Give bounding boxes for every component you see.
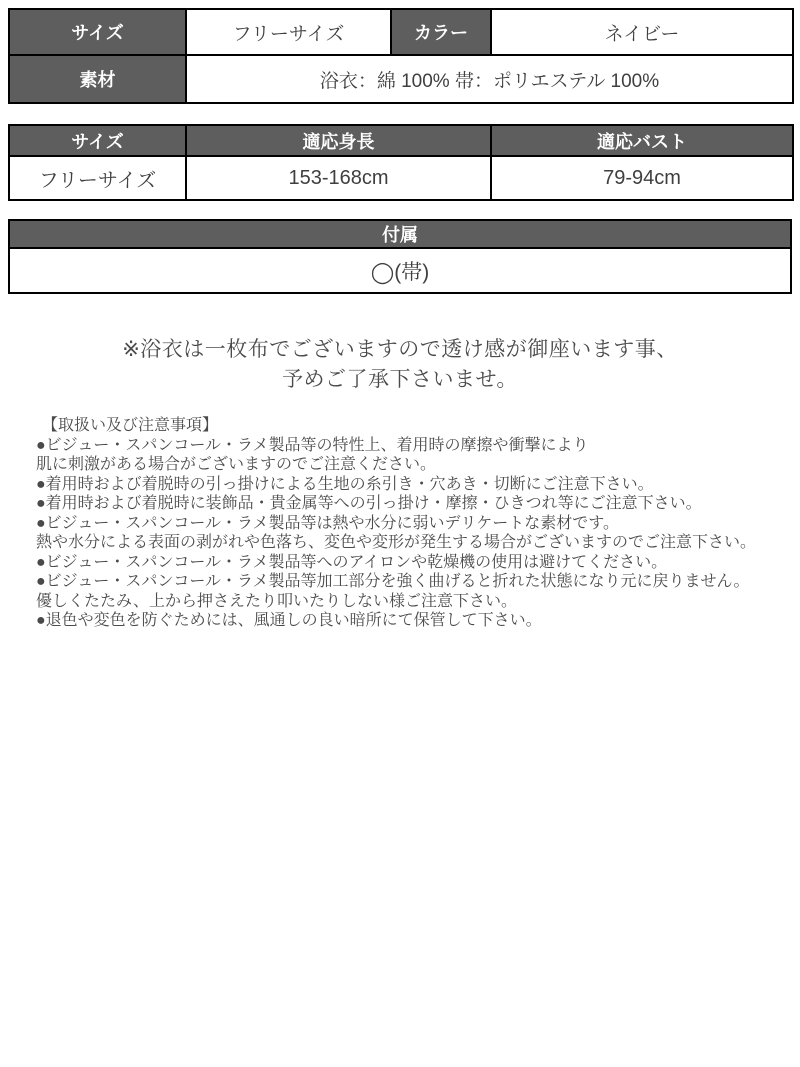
sheerness-notice-line2: 予めご了承下さいませ。 [282, 368, 518, 391]
care-note-line: ●ビジュー・スパンコール・ラメ製品等の特性上、着用時の摩擦や衝撃により [36, 436, 589, 454]
care-note-line: 熱や水分による表面の剥がれや色落ち、変色や変形が発生する場合がございますのでご注意下さい。 [36, 534, 757, 551]
size-header-cell: サイズ [9, 9, 186, 55]
accessory-value-cell: ◯(帯) [9, 248, 791, 293]
accessory-header-row [9, 220, 791, 248]
care-note-line: 優しくたたみ、上から押さえたり叩いたりしない様ご注意下さい。 [36, 592, 517, 610]
care-notes [8, 416, 792, 631]
accessory-header-cell: 付属 [9, 220, 791, 248]
spec-row-size-color [9, 9, 793, 55]
size-value-cell: フリーサイズ [186, 9, 391, 55]
accessory-data-row [9, 248, 791, 293]
care-note-line: ●着用時および着脱時の引っ掛けによる生地の糸引き・穴あき・切断にご注意下さい。 [36, 475, 654, 493]
care-note-line: ●ビジュー・スパンコール・ラメ製品等加工部分を強く曲げると折れた状態になり元に戻りません。 [36, 573, 750, 590]
measure-bust-header-cell: 適応バスト [491, 125, 793, 156]
measure-bust-value-cell: 79-94cm [491, 156, 793, 200]
material-header-cell: 素材 [9, 55, 186, 103]
material-value-cell: 浴衣：綿 100% 帯：ポリエステル 100% [186, 55, 793, 103]
color-value-cell: ネイビー [491, 9, 793, 55]
measurement-table [8, 124, 794, 201]
sheerness-notice [8, 335, 792, 395]
care-note-line: ●着用時および着脱時に装飾品・貴金属等への引っ掛け・摩擦・ひきつれ等にご注意下さい。 [36, 495, 702, 512]
sheerness-notice-line1: ※浴衣は一枚布でございますので透け感が御座います事、 [122, 338, 678, 361]
spec-row-material [9, 55, 793, 103]
spec-table [8, 8, 794, 104]
measure-size-header-cell: サイズ [9, 125, 186, 156]
measurement-header-row [9, 125, 793, 156]
care-note-line: ●ビジュー・スパンコール・ラメ製品等は熱や水分に弱いデリケートな素材です。 [36, 514, 619, 532]
care-note-line: ●退色や変色を防ぐためには、風通しの良い暗所にて保管して下さい。 [36, 612, 542, 629]
care-notes-title: 【取扱い及び注意事項】 [42, 417, 219, 434]
care-note-line: 肌に刺激がある場合がございますのでご注意ください。 [36, 456, 437, 473]
measure-height-value-cell: 153-168cm [186, 156, 491, 200]
care-note-line: ●ビジュー・スパンコール・ラメ製品等へのアイロンや乾燥機の使用は避けてください。 [36, 553, 668, 571]
measure-height-header-cell: 適応身長 [186, 125, 491, 156]
accessory-table [8, 219, 792, 294]
measurement-data-row [9, 156, 793, 200]
color-header-cell: カラー [391, 9, 491, 55]
measure-size-value-cell: フリーサイズ [9, 156, 186, 200]
